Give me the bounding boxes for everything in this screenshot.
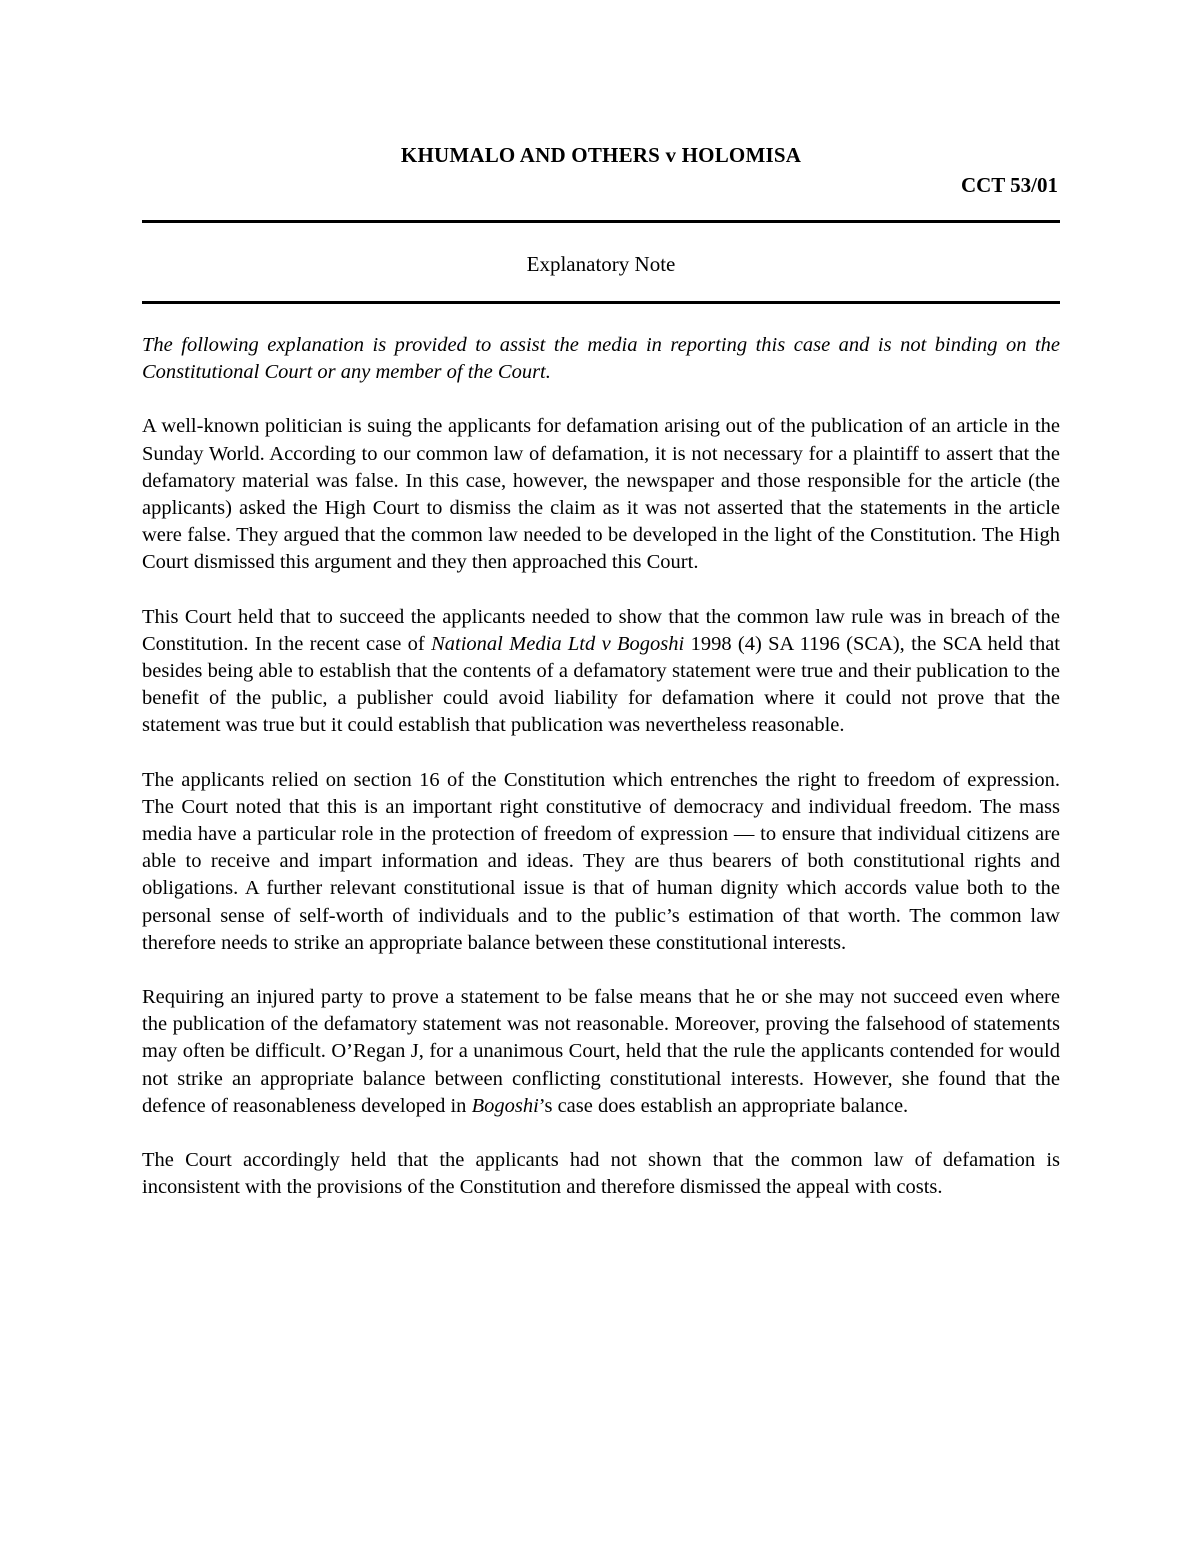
paragraph-4-text-b: ’s case does establish an appropriate balance. — [538, 1094, 909, 1117]
note-heading: Explanatory Note — [526, 252, 676, 276]
top-divider — [142, 220, 1060, 223]
case-citation-bogoshi: National Media Ltd v Bogoshi — [431, 632, 685, 655]
paragraph-3: The applicants relied on section 16 of the Constitution which entrenches the right to freedom of expression. The Court noted that this is an important right constitutive of democracy and individual freedom. The mass media have a particular role in the protection of freedom of expression — to ensure that individual citizens are able to receive and impart information and ideas. They are thus bearers of both constitutional rights and obligations. A further relevant constitutional issue is that of human dignity which accords value both to the personal sense of self-worth of individuals and to the public’s estimation of that worth. The common law therefore needs to strike an appropriate balance between these constitutional interests. — [142, 768, 1060, 954]
paragraph-4 — [142, 984, 1060, 1120]
paragraph-2-text-a: This Court held that to succeed the applicants needed to show that the common law rule was in breach of the Constitution. In the recent case of — [142, 605, 1060, 655]
paragraph-5: The Court accordingly held that the applicants had not shown that the common law of defamation is inconsistent with the provisions of the Constitution and therefore dismissed the appeal with costs. — [142, 1149, 1060, 1199]
document-page — [142, 140, 1060, 1201]
case-title: KHUMALO AND OTHERS v HOLOMISA — [400, 143, 802, 167]
bottom-divider — [142, 301, 1060, 304]
paragraph-1: A well-known politician is suing the applicants for defamation arising out of the publication of an article in the Sunday World. According to our common law of defamation, it is not necessary for a plaintiff to assert that the defamatory material was false. In this case, however, the newspaper and those responsible for the article (the applicants) asked the High Court to dismiss the claim as it was not asserted that the statements in the article were false. They argued that the common law needed to be developed in the light of the Constitution. The High Court dismissed this argument and they then approached this Court. — [142, 415, 1060, 574]
paragraph-4-text-a: Requiring an injured party to prove a statement to be false means that he or she may not succeed even where the publication of the defamatory statement was not reasonable. Moreover, proving the falsehood of statements may often be difficult. O’Regan J, for a unanimous Court, held that the rule the applicants contended for would not strike an appropriate balance between conflicting constitutional interests. However, she found that the defence of reasonableness developed in — [142, 986, 1060, 1117]
paragraph-2 — [142, 604, 1060, 740]
case-number: CCT 53/01 — [960, 173, 1058, 197]
case-citation-short: Bogoshi — [471, 1094, 539, 1117]
intro-disclaimer: The following explanation is provided to assist the media in reporting this case and is not binding on the Constitutional Court or any member of the Court. — [142, 334, 1060, 384]
paragraph-2-text-b: 1998 (4) SA 1196 (SCA), the SCA held that besides being able to establish that the contents of a defamatory statement were true and their publication to the benefit of the public, a publisher could avoid liability for defamation where it could not prove that the statement was true but it could establish that publication was nevertheless reasonable. — [142, 632, 1060, 737]
